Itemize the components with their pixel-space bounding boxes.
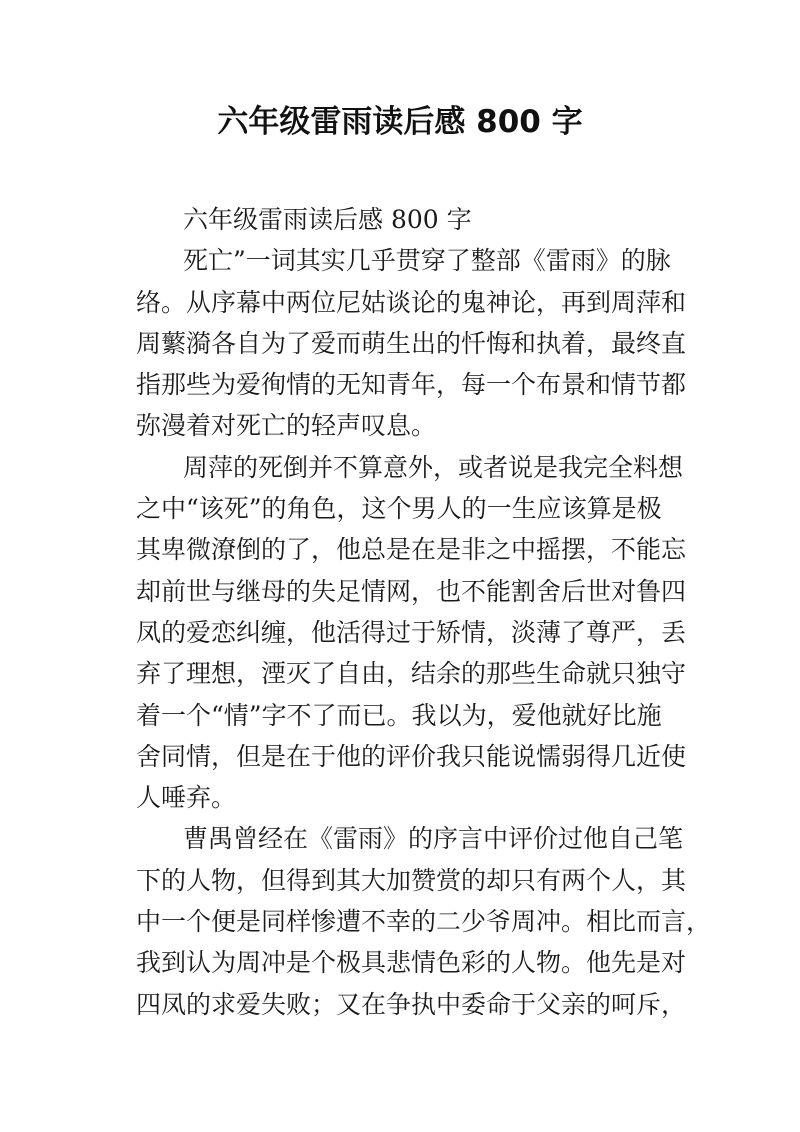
text-line: 曹禺曾经在《雷雨》的序言中评价过他自己笔	[183, 824, 684, 854]
text-line: 下的人物，但得到其大加赞赏的却只有两个人，其	[136, 865, 687, 895]
text-line: 其卑微潦倒的了，他总是在是非之中摇摆，不能忘	[136, 535, 687, 565]
text-line: 弥漫着对死亡的轻声叹息。	[136, 411, 437, 441]
text-line: 人唾弃。	[136, 783, 237, 813]
text-line: 四凤的求爱失败；又在争执中委命于父亲的呵斥，	[136, 989, 687, 1019]
text-line: 周萍的死倒并不算意外，或者说是我完全料想	[183, 452, 684, 482]
text-line: 舍同情，但是在于他的评价我只能说懦弱得几近使	[136, 741, 687, 771]
document-title: 六年级雷雨读后感 800 字	[217, 104, 583, 140]
text-line: 络。从序幕中两位尼姑谈论的鬼神论，再到周萍和	[136, 287, 687, 317]
text-line: 我到认为周冲是个极具悲情色彩的人物。他先是对	[136, 948, 687, 978]
text-line: 周蘩漪各自为了爱而萌生出的忏悔和执着，最终直	[136, 328, 687, 358]
text-line: 却前世与继母的失足情网，也不能割舍后世对鲁四	[136, 576, 687, 606]
text-line: 之中“该死”的角色，这个男人的一生应该算是极	[136, 494, 662, 524]
text-line: 着一个“情”字不了而已。我以为，爱他就好比施	[136, 700, 662, 730]
text-line: 六年级雷雨读后感 800 字	[183, 205, 472, 234]
document-body	[136, 199, 712, 1025]
text-line: 弃了理想，湮灭了自由，结余的那些生命就只独守	[136, 659, 687, 689]
text-line: 凤的爱恋纠缠，他活得过于矫情，淡薄了尊严，丢	[136, 617, 687, 647]
text-line: 中一个便是同样惨遭不幸的二少爷周冲。相比而言，	[136, 907, 712, 937]
text-line: 指那些为爱徇情的无知青年，每一个布景和情节都	[136, 370, 687, 400]
text-line: 死亡”一词其实几乎贯穿了整部《雷雨》的脉	[183, 246, 671, 276]
